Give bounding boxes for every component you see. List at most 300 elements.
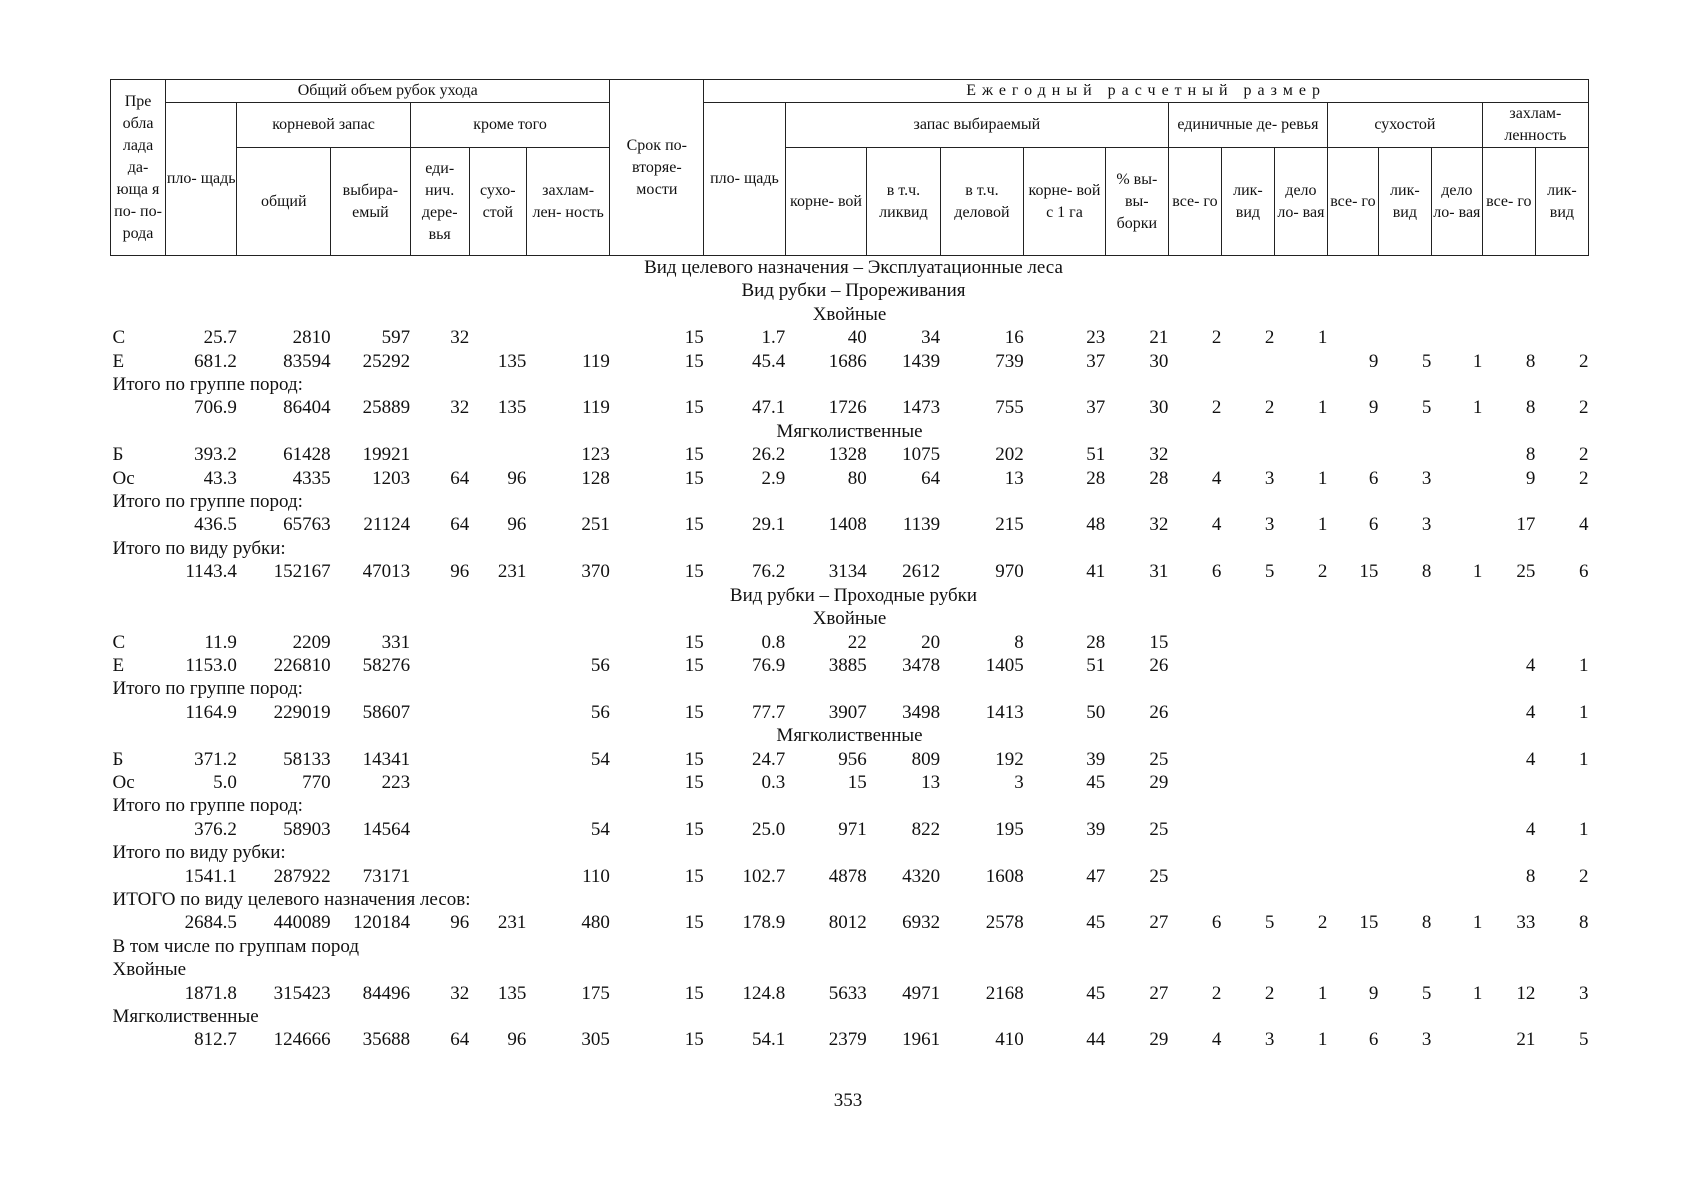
table-cell: [410, 350, 469, 373]
table-cell: 61428: [283, 444, 331, 466]
header-total-3: все- го: [1482, 148, 1535, 256]
table-cell: 681.2: [194, 350, 237, 372]
table-cell: 2379: [828, 1029, 867, 1051]
table-cell: 3: [1014, 771, 1024, 793]
table-cell: 223: [381, 771, 411, 793]
table-cell: 1408: [828, 514, 867, 536]
table-cell: [1378, 748, 1431, 771]
table-cell: 6: [1368, 514, 1379, 536]
table-cell: [469, 631, 526, 654]
table-cell: 4: [1525, 748, 1536, 770]
table-cell: 3907: [828, 701, 867, 723]
subtotal-label: Мягколиственные: [112, 1006, 259, 1027]
table-cell: 4878: [828, 865, 867, 887]
table-cell: 15: [684, 818, 704, 840]
table-cell: [1221, 443, 1274, 466]
table-cell: 8: [1525, 444, 1536, 466]
header-pct-selection: % вы- вы- борки: [1105, 148, 1168, 256]
table-cell: 25.7: [203, 327, 237, 349]
table-cell: 54.1: [751, 1029, 786, 1051]
table-cell: 331: [381, 631, 411, 653]
table-cell: 15: [684, 631, 704, 653]
table-cell: 376.2: [194, 818, 237, 840]
table-cell: [1274, 701, 1327, 724]
species-cell: [111, 396, 166, 419]
header-business-2: дело ло- вая: [1431, 148, 1482, 256]
table-cell: 2684.5: [184, 912, 237, 934]
table-cell: 13: [1004, 467, 1024, 489]
table-cell: 21: [1516, 1029, 1536, 1051]
table-cell: 1: [1472, 982, 1483, 1004]
table-cell: 15: [684, 748, 704, 770]
table-cell: 3: [1264, 467, 1275, 489]
subtotal-label-row: [111, 958, 1589, 981]
section-heading-row: [111, 256, 1589, 280]
table-cell: 25889: [362, 397, 411, 419]
table-cell: 1: [1472, 912, 1483, 934]
table-cell: [469, 701, 526, 724]
group-heading-row: [111, 607, 1589, 630]
table-cell: 195: [995, 818, 1024, 840]
table-row: [111, 631, 1589, 654]
table-cell: 755: [995, 397, 1024, 419]
table-cell: 17: [1516, 514, 1536, 536]
table-cell: [1221, 865, 1274, 888]
table-cell: [1327, 748, 1378, 771]
table-cell: [1378, 701, 1431, 724]
table-cell: 21124: [363, 514, 411, 536]
table-cell: 29: [1149, 771, 1169, 793]
table-cell: 152167: [273, 561, 331, 583]
table-cell: 2: [1579, 865, 1589, 887]
table-cell: 32: [450, 397, 470, 419]
table-cell: 2: [1579, 350, 1589, 372]
table-cell: 4335: [292, 467, 331, 489]
table-cell: 58133: [283, 748, 331, 770]
table-row: [111, 654, 1589, 677]
table-cell: 1: [1472, 397, 1483, 419]
table-cell: [1274, 631, 1327, 654]
table-cell: 5: [1421, 982, 1432, 1004]
table-cell: [469, 654, 526, 677]
table-cell: 1203: [372, 467, 411, 489]
table-cell: 1: [1579, 748, 1589, 770]
table-cell: 96: [450, 561, 470, 583]
table-cell: [1168, 818, 1221, 841]
table-cell: 29.1: [751, 514, 786, 536]
header-root-stock: корневой запас: [237, 103, 410, 148]
table-cell: 1143.4: [185, 561, 237, 583]
section-heading: Вид целевого назначения – Эксплуатационные леса: [644, 257, 1063, 278]
table-cell: 47013: [362, 561, 411, 583]
cutting-volume-table: [110, 79, 1589, 1052]
table-cell: [1274, 443, 1327, 466]
species-cell: [111, 1028, 166, 1051]
table-cell: 2: [1579, 444, 1589, 466]
header-incl-business: в т.ч. деловой: [940, 148, 1024, 256]
table-row: [111, 443, 1589, 466]
table-cell: 4: [1211, 467, 1222, 489]
table-cell: 1726: [828, 397, 867, 419]
table-cell: 77.7: [751, 701, 786, 723]
header-stock-selected: выбира- емый: [331, 148, 411, 256]
table-cell: 41: [1086, 561, 1106, 583]
table-cell: [526, 631, 610, 654]
table-cell: 96: [507, 1029, 527, 1051]
header-stock-taken: запас выбираемый: [785, 103, 1168, 148]
table-cell: 15: [684, 771, 704, 793]
table-cell: 15: [847, 771, 867, 793]
table-cell: 5: [1264, 912, 1275, 934]
table-cell: 1: [1317, 467, 1328, 489]
table-cell: [1168, 350, 1221, 373]
table-cell: 231: [497, 912, 527, 934]
table-cell: 11.9: [204, 631, 237, 653]
table-header: [111, 80, 1589, 256]
table-cell: [410, 654, 469, 677]
table-cell: 3: [1579, 982, 1589, 1004]
table-cell: 8: [1525, 397, 1536, 419]
table-cell: 9: [1525, 467, 1536, 489]
table-cell: 3: [1421, 1029, 1432, 1051]
table-cell: 45: [1086, 982, 1106, 1004]
table-cell: 3498: [902, 701, 941, 723]
species-cell: Б: [112, 748, 124, 770]
table-cell: [410, 748, 469, 771]
table-cell: 13: [921, 771, 941, 793]
table-cell: 4971: [902, 982, 941, 1004]
table-cell: 1541.1: [184, 865, 237, 887]
table-cell: 56: [590, 654, 610, 676]
table-cell: 28: [1149, 467, 1169, 489]
table-cell: 15: [684, 350, 704, 372]
table-cell: 480: [581, 912, 610, 934]
table-cell: 47: [1086, 865, 1106, 887]
subtotal-label-row: [111, 373, 1589, 396]
header-root: корне- вой: [785, 148, 867, 256]
table-cell: 5.0: [213, 771, 237, 793]
table-cell: 8: [1421, 912, 1432, 934]
table-cell: 2: [1264, 982, 1275, 1004]
table-cell: 2: [1211, 397, 1222, 419]
table-cell: [1431, 654, 1482, 677]
table-cell: 76.9: [751, 654, 786, 676]
table-cell: 58607: [362, 701, 411, 723]
table-row: [111, 818, 1589, 841]
table-cell: [410, 631, 469, 654]
table-cell: 19921: [362, 444, 411, 466]
table-cell: 25.0: [751, 818, 786, 840]
table-cell: 1473: [902, 397, 941, 419]
table-cell: 15: [1359, 561, 1379, 583]
subtotal-label: Итого по группе пород:: [112, 374, 303, 396]
table-cell: 16: [1004, 327, 1024, 349]
group-heading: Мягколиственные: [776, 725, 923, 747]
header-annual-size: Ежегодный расчетный размер: [704, 80, 1589, 103]
table-cell: 73171: [362, 865, 411, 887]
header-liquid-2: лик- вид: [1378, 148, 1431, 256]
table-body: [111, 256, 1589, 1052]
table-cell: 14564: [362, 818, 411, 840]
table-cell: [1431, 865, 1482, 888]
table-cell: 287922: [273, 865, 331, 887]
table-cell: 1: [1579, 818, 1589, 840]
table-cell: 3: [1264, 514, 1275, 536]
table-cell: [1327, 818, 1378, 841]
table-cell: [1274, 748, 1327, 771]
table-cell: 47.1: [751, 397, 786, 419]
table-cell: 2: [1211, 327, 1222, 349]
table-cell: [1431, 771, 1482, 794]
table-cell: 120184: [353, 912, 411, 934]
table-cell: 51: [1086, 444, 1106, 466]
table-row: [111, 350, 1589, 373]
table-cell: [1535, 326, 1588, 349]
table-cell: 102.7: [742, 865, 786, 887]
header-area: пло- щадь: [166, 103, 237, 256]
table-cell: 3: [1421, 514, 1432, 536]
table-cell: [1482, 631, 1535, 654]
table-cell: 135: [497, 982, 527, 1004]
table-cell: 315423: [273, 982, 331, 1004]
table-cell: 15: [684, 982, 704, 1004]
table-cell: 2: [1579, 397, 1589, 419]
table-cell: 15: [684, 397, 704, 419]
table-cell: 770: [302, 771, 331, 793]
table-cell: 50: [1086, 701, 1106, 723]
table-cell: 124666: [273, 1029, 331, 1051]
table-cell: 27: [1149, 912, 1169, 934]
subtotal-label: В том числе по группам пород: [112, 935, 359, 957]
table-cell: 25: [1149, 818, 1169, 840]
table-cell: 1: [1317, 1029, 1328, 1051]
table-cell: 970: [995, 561, 1024, 583]
table-cell: 2810: [292, 327, 331, 349]
table-cell: [1482, 326, 1535, 349]
group-heading-row: [111, 724, 1589, 747]
table-cell: 251: [581, 514, 610, 536]
table-cell: 3134: [828, 561, 867, 583]
table-cell: 4: [1579, 514, 1589, 536]
table-cell: 4: [1525, 818, 1536, 840]
species-cell: [111, 911, 166, 934]
table-cell: 45.4: [751, 350, 786, 372]
table-cell: [410, 701, 469, 724]
header-business-1: дело ло- вая: [1274, 148, 1327, 256]
table-cell: 15: [684, 1029, 704, 1051]
table-cell: 1: [1317, 514, 1328, 536]
table-cell: [1221, 350, 1274, 373]
table-cell: 25: [1149, 865, 1169, 887]
table-cell: 33: [1516, 912, 1536, 934]
table-row: [111, 982, 1589, 1005]
table-cell: [1431, 1028, 1482, 1051]
species-cell: [111, 701, 166, 724]
table-cell: 34: [921, 327, 941, 349]
header-liquid-3: лик- вид: [1535, 148, 1588, 256]
table-cell: 15: [684, 701, 704, 723]
table-cell: 54: [590, 748, 610, 770]
table-cell: 65763: [283, 514, 331, 536]
subtotal-label-row: [111, 841, 1589, 864]
table-cell: [1327, 771, 1378, 794]
table-cell: [1221, 654, 1274, 677]
table-cell: 58276: [362, 654, 411, 676]
table-row: [111, 467, 1589, 490]
table-cell: 96: [507, 467, 527, 489]
table-cell: [1327, 631, 1378, 654]
table-cell: 26.2: [751, 444, 786, 466]
table-row: [111, 911, 1589, 934]
table-cell: [1168, 771, 1221, 794]
table-cell: 76.2: [751, 561, 786, 583]
table-cell: 37: [1086, 397, 1106, 419]
table-cell: 32: [450, 982, 470, 1004]
table-cell: [1274, 654, 1327, 677]
table-cell: 1608: [985, 865, 1024, 887]
table-cell: 45: [1086, 771, 1106, 793]
table-cell: [1431, 513, 1482, 536]
header-period: Срок по- вторяе- мости: [610, 80, 704, 256]
table-cell: 43.3: [203, 467, 237, 489]
table-cell: 2: [1317, 912, 1328, 934]
table-cell: 15: [684, 444, 704, 466]
table-cell: 1.7: [761, 327, 786, 349]
table-cell: [1431, 443, 1482, 466]
table-cell: 2: [1264, 397, 1275, 419]
table-cell: 4: [1211, 1029, 1222, 1051]
table-cell: 3885: [828, 654, 867, 676]
table-cell: 39: [1086, 818, 1106, 840]
table-cell: 822: [911, 818, 941, 840]
table-cell: 6932: [902, 912, 941, 934]
table-cell: [1327, 443, 1378, 466]
table-cell: 58903: [283, 818, 331, 840]
table-cell: 739: [995, 350, 1024, 372]
table-cell: 96: [450, 912, 470, 934]
table-cell: [1378, 771, 1431, 794]
table-cell: 27: [1149, 982, 1169, 1004]
table-cell: 15: [684, 327, 704, 349]
table-cell: 86404: [283, 397, 331, 419]
table-cell: 597: [381, 327, 411, 349]
table-cell: 5: [1579, 1029, 1589, 1051]
table-cell: 29: [1149, 1029, 1169, 1051]
species-cell: Е: [112, 350, 125, 372]
table-cell: 32: [1149, 444, 1169, 466]
group-heading: Мягколиственные: [776, 420, 923, 442]
table-cell: 135: [497, 397, 527, 419]
header-liquid-1: лик- вид: [1221, 148, 1274, 256]
table-cell: 2612: [902, 561, 941, 583]
table-cell: [410, 865, 469, 888]
table-cell: [1274, 818, 1327, 841]
table-cell: 971: [838, 818, 867, 840]
table-cell: 9: [1368, 397, 1379, 419]
table-cell: 20: [921, 631, 941, 653]
table-cell: [1327, 701, 1378, 724]
table-cell: 15: [684, 467, 704, 489]
table-cell: 9: [1368, 350, 1379, 372]
header-besides: кроме того: [410, 103, 610, 148]
table-cell: 1: [1317, 982, 1328, 1004]
table-cell: 119: [582, 397, 610, 419]
table-cell: 956: [838, 748, 867, 770]
table-cell: 5: [1421, 350, 1432, 372]
table-cell: [469, 865, 526, 888]
table-cell: 6: [1211, 561, 1222, 583]
table-row: [111, 396, 1589, 419]
table-cell: 1153.0: [185, 654, 237, 676]
table-cell: [469, 443, 526, 466]
table-cell: [1168, 865, 1221, 888]
table-cell: 6: [1211, 912, 1222, 934]
table-cell: 135: [497, 350, 527, 372]
species-cell: Е: [112, 654, 125, 676]
table-cell: 37: [1086, 350, 1106, 372]
table-cell: 84496: [362, 982, 411, 1004]
table-row: [111, 513, 1589, 536]
table-cell: 1139: [902, 514, 941, 536]
table-row: [111, 748, 1589, 771]
table-cell: [469, 748, 526, 771]
table-cell: 2.9: [761, 467, 786, 489]
subtotal-label-row: [111, 677, 1589, 700]
table-cell: 1: [1317, 397, 1328, 419]
table-cell: 44: [1086, 1029, 1106, 1051]
table-row: [111, 701, 1589, 724]
table-cell: [1168, 748, 1221, 771]
table-cell: [1221, 818, 1274, 841]
species-cell: С: [112, 631, 126, 653]
table-cell: 0.8: [761, 631, 786, 653]
table-cell: 25292: [362, 350, 411, 372]
table-cell: 202: [995, 444, 1024, 466]
table-cell: 28: [1086, 467, 1106, 489]
table-cell: 1164.9: [185, 701, 237, 723]
subtotal-label: Итого по группе пород:: [112, 678, 303, 700]
header-root-per-ha: корне- вой с 1 га: [1024, 148, 1106, 256]
table-cell: [1431, 326, 1482, 349]
table-cell: 4320: [902, 865, 941, 887]
table-cell: [1431, 631, 1482, 654]
table-cell: 2: [1317, 561, 1328, 583]
header-total-1: все- го: [1168, 148, 1221, 256]
table-cell: 2: [1211, 982, 1222, 1004]
table-cell: 809: [911, 748, 941, 770]
table-cell: 40: [847, 327, 867, 349]
table-cell: 1075: [902, 444, 941, 466]
header-incl-liquid: в т.ч. ликвид: [867, 148, 940, 256]
table-cell: 231: [497, 561, 527, 583]
species-cell: [111, 982, 166, 1005]
table-cell: 25: [1516, 561, 1536, 583]
table-cell: 80: [847, 467, 867, 489]
table-cell: [1327, 654, 1378, 677]
table-cell: 4: [1525, 701, 1536, 723]
table-cell: 64: [450, 1029, 470, 1051]
table-cell: [526, 326, 610, 349]
table-cell: [1274, 771, 1327, 794]
subtotal-label-row: [111, 794, 1589, 817]
table-cell: 8: [1421, 561, 1432, 583]
table-cell: 0.3: [761, 771, 786, 793]
table-cell: [1378, 326, 1431, 349]
table-cell: 54: [590, 818, 610, 840]
table-cell: 64: [450, 467, 470, 489]
table-cell: [410, 818, 469, 841]
table-cell: [1168, 701, 1221, 724]
